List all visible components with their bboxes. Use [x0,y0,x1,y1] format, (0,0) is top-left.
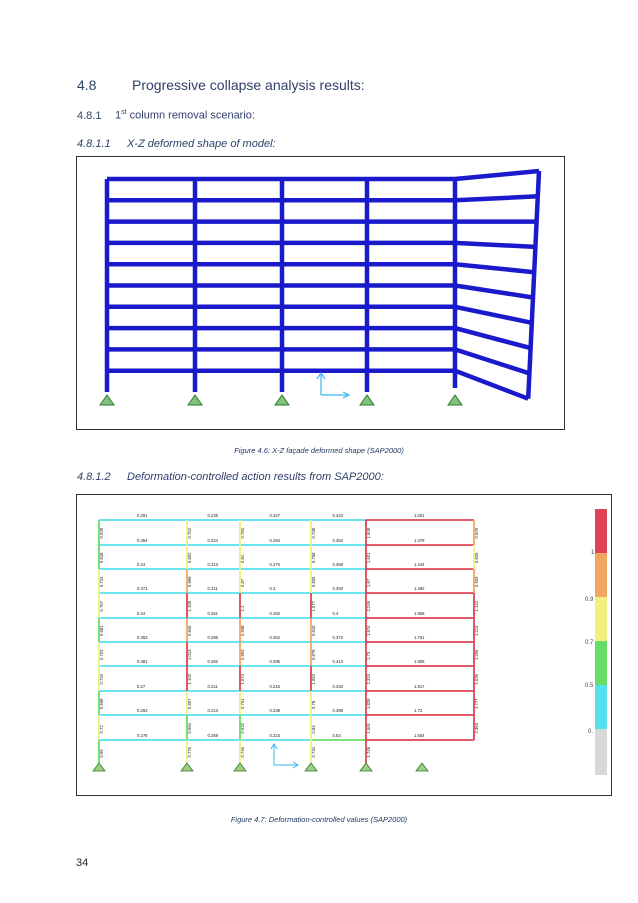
column-value-label: 0.87 [240,578,245,587]
column-value-label: 1.508 [366,528,371,539]
supports [100,395,462,405]
beam-value-label: 0.413 [332,659,343,664]
subsubsection-number-2: 4.8.1.2 [77,471,111,483]
beam-value-label: 0.263 [137,708,148,713]
support-icon [188,395,202,405]
beam-value-label: 0.372 [332,635,343,640]
column-value-label: 0.761 [240,698,245,709]
beam-values [137,513,425,738]
column-value-label: 0.767 [99,601,104,612]
deformed-beam-line [107,328,531,348]
column-value-label: 0.933 [474,576,479,587]
column-value-label: 0.528 [99,528,104,539]
beam-value-label: 0.393 [332,586,343,591]
beam-value-label: 0.223 [269,733,280,738]
beam-value-label: 1.806 [414,659,425,664]
column-value-label: 1.077 [311,601,316,612]
column-value-label: 2.249 [366,601,371,612]
color-legend [595,509,607,775]
beam-value-label: 0.27 [137,684,146,689]
beam-value-label: 0.276 [137,733,148,738]
column-value-label: 1.214 [474,625,479,636]
beam-value-label: 0.238 [269,708,280,713]
subsubsection-number-1: 4.8.1.1 [77,138,111,150]
deformation-values-figure [76,494,612,796]
beam-value-label: 1.478 [414,538,425,543]
support-icon [275,395,289,405]
column-value-label: 0.918 [311,625,316,636]
axis-indicator-icon [317,373,349,398]
beam-value-label: 0.381 [137,659,148,664]
column-value-label: 0.979 [311,649,316,660]
column-value-label: 0.802 [187,552,192,563]
column-value-label: 0.929 [474,528,479,539]
deformed-beam-line [107,286,533,298]
subsection-ordinal: 1 [115,109,122,122]
beam-value-label: 1.554 [414,733,425,738]
column-value-label: 1.87 [366,578,371,587]
beam-value-label: 0.24 [137,562,146,567]
beam-value-label: 0.251 [207,611,218,616]
section-number: 4.8 [77,77,97,93]
column-value-label: 0.724 [99,576,104,587]
column-value-label: 0.768 [311,552,316,563]
subsubsection-title-1: X-Z deformed shape of model: [127,138,276,150]
column-value-label: 0.993 [240,649,245,660]
figure-caption-1: Figure 4.6: X-Z façade deformed shape (SAP2000) [234,446,404,455]
subsubsection-heading-2 [77,471,384,483]
subsubsection-heading-1 [77,138,276,150]
beam-value-label: 0.433 [332,684,343,689]
column-value-label: 0.681 [99,625,104,636]
legend-tick-0-5: 0.5 [585,683,594,689]
axis-indicator-icon [271,744,298,768]
support-icon [416,763,428,771]
column-value-label: 1.749 [366,747,371,758]
column-value-label: 1.974 [366,625,371,636]
column-value-label: 1.777 [474,698,479,709]
beam-value-label: 0.371 [137,586,148,591]
beam-value-label: 0.235 [207,513,218,518]
column-value-label: 1.256 [474,649,479,660]
deformed-beam-line [107,307,532,323]
beam-value-label: 0.396 [332,708,343,713]
column-value-label: 1.052 [311,674,316,685]
column-value-label: 1.601 [366,552,371,563]
subsection-heading [77,109,255,122]
column-value-label: 1.013 [187,649,192,660]
column-value-label: 1.108 [187,601,192,612]
beam-value-label: 0.352 [332,538,343,543]
support-icon [360,395,374,405]
beam-value-label: 0.296 [207,635,218,640]
legend-band [595,641,607,685]
column-value-label: 1.661 [366,723,371,734]
legend-tick-0-9: 0.9 [585,597,594,603]
beam-value-label: 0.295 [269,659,280,664]
beam-value-label: 0.53 [332,733,341,738]
column-value-label: 2.324 [366,674,371,685]
supports [93,763,428,771]
beams [99,520,474,740]
beam-value-label: 0.291 [137,513,148,518]
column-value-label: 0.703 [99,649,104,660]
beam-value-label: 1.001 [414,513,425,518]
subsubsection-title-2: Deformation-controlled action results from SAP2000: [127,471,384,483]
deformed-beam-line [107,371,528,399]
beam-value-label: 1.658 [414,611,425,616]
column-value-label: 1.102 [187,674,192,685]
column-value-label: 0.746 [240,747,245,758]
section-title: Progressive collapse analysis results: [132,77,365,93]
column-value-label: 0.72 [99,725,104,734]
column-value-label: 1.829 [366,698,371,709]
beam-value-label: 0.227 [269,513,280,518]
support-icon [305,763,317,771]
subsection-title: column removal scenario: [126,109,255,122]
column-value-label: 1.635 [474,674,479,685]
deformed-beam-line [107,196,538,200]
column-value-label: 2.363 [474,723,479,734]
deformed-shape-drawing [77,157,564,429]
beam-value-label: 0.368 [332,562,343,567]
subsection-number: 4.8.1 [77,109,102,122]
column-value-label: 1.73 [366,651,371,660]
subsection-ordinal-suffix: st [121,109,127,116]
column-value-label: 0.946 [187,625,192,636]
column-value-label: 0.618 [99,552,104,563]
beam-value-label: 0.3 [269,586,276,591]
column-value-label: 0.81 [240,554,245,563]
beam-value-label: 0.259 [207,733,218,738]
column-value-label: 0.835 [311,576,316,587]
legend-band [595,685,607,729]
beam-value-label: 1.482 [414,586,425,591]
deformed-frame [107,171,539,399]
beam-value-label: 0.4 [332,611,339,616]
figure-caption-2: Figure 4.7: Deformation-controlled values (SAP2000) [230,815,408,824]
deformed-column-line [528,171,539,399]
deformed-beam-line [107,171,539,179]
column-value-label: 0.734 [311,747,316,758]
deformed-beam-line [107,243,535,247]
support-icon [181,763,193,771]
beam-value-label: 0.354 [137,538,148,543]
column-value-label: 0.632 [240,723,245,734]
legend-tick-1: 1. [591,550,597,556]
column-value-label: 0.784 [240,528,245,539]
beam-value-label: 0.353 [137,635,148,640]
support-icon [100,395,114,405]
column-value-label: 0.734 [99,674,104,685]
column-value-label: 0.969 [187,576,192,587]
column-value-label: 1.074 [240,674,245,685]
column-value-label: 0.807 [187,698,192,709]
beam-value-label: 0.282 [207,659,218,664]
beam-value-label: 1.72 [414,708,423,713]
column-value-label: 0.762 [187,528,192,539]
support-icon [448,395,462,405]
beam-value-label: 1.751 [414,635,425,640]
support-icon [360,763,372,771]
beam-value-label: 0.276 [269,562,280,567]
beam-value-label: 1.817 [414,684,425,689]
beam-value-label: 1.444 [414,562,425,567]
deformed-beam-line [107,264,534,272]
page-number: 34 [76,857,89,869]
column-value-label: 0.826 [474,552,479,563]
column-value-label: 0.84 [311,725,316,734]
beam-value-label: 0.443 [332,513,343,518]
column-value-label: 1.1 [240,605,245,612]
beam-value-label: 0.324 [207,538,218,543]
support-icon [93,763,105,771]
column-value-label: 0.65 [99,749,104,758]
deformation-values-drawing [77,495,611,795]
column-value-label: 0.776 [187,747,192,758]
legend-band [595,729,607,775]
beam-value-label: 0.313 [207,562,218,567]
legend-band [595,509,607,553]
legend-tick-0: 0. [588,729,594,735]
beam-value-label: 0.24 [137,611,146,616]
support-icon [234,763,246,771]
beam-value-label: 0.311 [207,586,218,591]
beam-value-label: 0.252 [269,635,280,640]
legend-tick-0-7: 0.7 [585,640,594,646]
section-heading [77,77,365,93]
column-value-label: 0.938 [240,625,245,636]
beam-value-label: 0.213 [207,708,218,713]
beam-value-label: 0.294 [269,538,280,543]
column-value-label: 0.738 [311,528,316,539]
deformed-shape-figure [76,156,565,430]
beam-value-label: 0.211 [207,684,218,689]
column-value-label: 0.668 [99,698,104,709]
column-value-label: 0.664 [187,723,192,734]
legend-band [595,553,607,597]
beam-value-label: 0.215 [269,684,280,689]
legend-band [595,597,607,641]
beam-value-label: 0.282 [269,611,280,616]
column-value-label: 0.78 [311,700,316,709]
column-value-label: 1.144 [474,601,479,612]
